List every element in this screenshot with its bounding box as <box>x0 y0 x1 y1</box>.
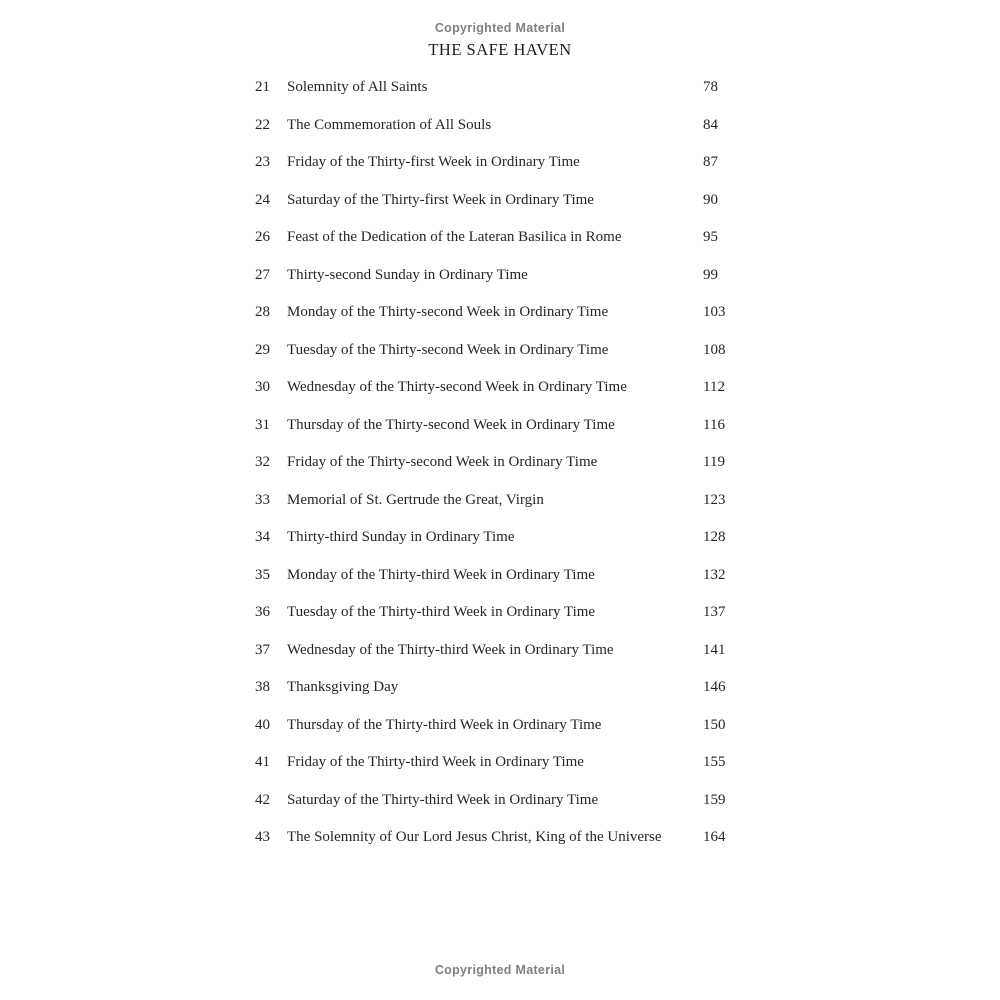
toc-entry-page-number: 128 <box>703 529 726 545</box>
toc-entry-page-number: 112 <box>703 379 725 395</box>
toc-entry-title: Monday of the Thirty-second Week in Ordinary Time <box>287 304 609 320</box>
toc-entry-page-number: 164 <box>703 829 726 845</box>
toc-entry-number: 27 <box>255 266 270 283</box>
toc-row <box>255 415 727 436</box>
toc-row <box>255 490 727 511</box>
toc-entry-title: The Solemnity of Our Lord Jesus Christ, King of the Universe <box>287 829 662 845</box>
toc-entry-page-number: 108 <box>703 341 726 358</box>
toc-entry-title: Friday of the Thirty-third Week in Ordinary Time <box>287 754 584 770</box>
toc-entry-page-number: 137 <box>703 604 726 620</box>
toc-entry-page-number: 95 <box>703 229 718 245</box>
toc-entry-title: Memorial of St. Gertrude the Great, Virgin <box>287 491 544 508</box>
toc-entry-title: Solemnity of All Saints <box>287 79 428 95</box>
toc-entry-title: Friday of the Thirty-second Week in Ordinary Time <box>287 454 598 470</box>
toc-entry-title: Thursday of the Thirty-second Week in Ordinary Time <box>287 416 615 433</box>
toc-row <box>255 677 727 698</box>
toc-entry-page-number: 99 <box>703 266 718 283</box>
toc-entry-title: Wednesday of the Thirty-third Week in Ordinary Time <box>287 641 614 658</box>
toc-row <box>255 715 727 736</box>
toc-entry-title: The Commemoration of All Souls <box>287 116 492 133</box>
toc-entry-number: 22 <box>255 116 270 133</box>
toc-row <box>255 190 727 211</box>
toc-entry-number: 24 <box>255 191 270 208</box>
toc-entry-title: Thanksgiving Day <box>287 679 399 695</box>
toc-entry-number: 34 <box>255 529 270 545</box>
toc-entry-number: 41 <box>255 754 270 770</box>
toc-entry-title: Saturday of the Thirty-first Week in Ordinary Time <box>287 191 594 208</box>
toc-entry-page-number: 87 <box>703 154 718 170</box>
toc-row <box>255 340 727 361</box>
toc-row <box>255 152 727 173</box>
toc-entry-title: Feast of the Dedication of the Lateran Basilica in Rome <box>287 229 622 245</box>
toc-entry-page-number: 155 <box>703 754 726 770</box>
toc-entry-title: Thirty-third Sunday in Ordinary Time <box>287 529 515 545</box>
toc-entry-title: Thursday of the Thirty-third Week in Ordinary Time <box>287 716 602 733</box>
toc-entry-title: Monday of the Thirty-third Week in Ordinary Time <box>287 566 595 583</box>
toc-entry-number: 28 <box>255 304 270 320</box>
toc-entry-page-number: 150 <box>703 716 726 733</box>
toc-entry-number: 36 <box>255 604 270 620</box>
toc-entry-number: 29 <box>255 341 270 358</box>
toc-row <box>255 752 727 773</box>
page-title: THE SAFE HAVEN <box>428 40 572 59</box>
toc-row <box>255 115 727 136</box>
toc-entry-number: 38 <box>255 679 270 695</box>
toc-row <box>255 640 727 661</box>
toc-entry-title: Thirty-second Sunday in Ordinary Time <box>287 266 528 283</box>
toc-entry-number: 42 <box>255 791 270 808</box>
toc-row <box>255 565 727 586</box>
toc-entry-number: 30 <box>255 379 270 395</box>
toc-entry-number: 23 <box>255 154 270 170</box>
toc-entry-page-number: 132 <box>703 566 726 583</box>
toc-entry-number: 21 <box>255 79 270 95</box>
toc-entry-title: Friday of the Thirty-first Week in Ordinary Time <box>287 154 580 170</box>
toc-entry-page-number: 123 <box>703 491 726 508</box>
toc-entry-page-number: 159 <box>703 791 726 808</box>
toc-entry-number: 37 <box>255 641 270 658</box>
toc-row <box>255 602 727 623</box>
toc-entry-number: 32 <box>255 454 270 470</box>
toc-entry-page-number: 78 <box>703 79 718 95</box>
toc-row <box>255 452 727 473</box>
toc-entry-number: 26 <box>255 229 270 245</box>
copyright-notice-top: Copyrighted Material <box>434 21 566 35</box>
toc-entry-title: Wednesday of the Thirty-second Week in Ordinary Time <box>287 379 627 395</box>
toc-entry-number: 43 <box>255 829 270 845</box>
toc-entry-page-number: 116 <box>703 416 725 433</box>
toc-entry-page-number: 146 <box>703 679 726 695</box>
toc-entry-number: 31 <box>255 416 270 433</box>
toc-entry-number: 35 <box>255 566 270 583</box>
toc-row <box>255 77 727 98</box>
toc-entry-page-number: 103 <box>703 304 726 320</box>
toc-entry-title: Tuesday of the Thirty-second Week in Ordinary Time <box>287 341 609 358</box>
toc-row <box>255 302 727 323</box>
toc-row <box>255 227 727 248</box>
toc-entry-number: 33 <box>255 491 270 508</box>
toc-row <box>255 377 727 398</box>
toc-entry-page-number: 141 <box>703 641 726 658</box>
toc-list <box>255 77 727 865</box>
toc-row <box>255 527 727 548</box>
toc-entry-title: Tuesday of the Thirty-third Week in Ordinary Time <box>287 604 596 620</box>
toc-row <box>255 265 727 286</box>
copyright-notice-bottom: Copyrighted Material <box>434 963 566 977</box>
toc-row <box>255 790 727 811</box>
toc-entry-number: 40 <box>255 716 270 733</box>
toc-entry-page-number: 119 <box>703 454 725 470</box>
toc-row <box>255 827 727 848</box>
toc-entry-page-number: 90 <box>703 191 718 208</box>
toc-entry-page-number: 84 <box>703 116 718 133</box>
toc-entry-title: Saturday of the Thirty-third Week in Ordinary Time <box>287 791 599 808</box>
